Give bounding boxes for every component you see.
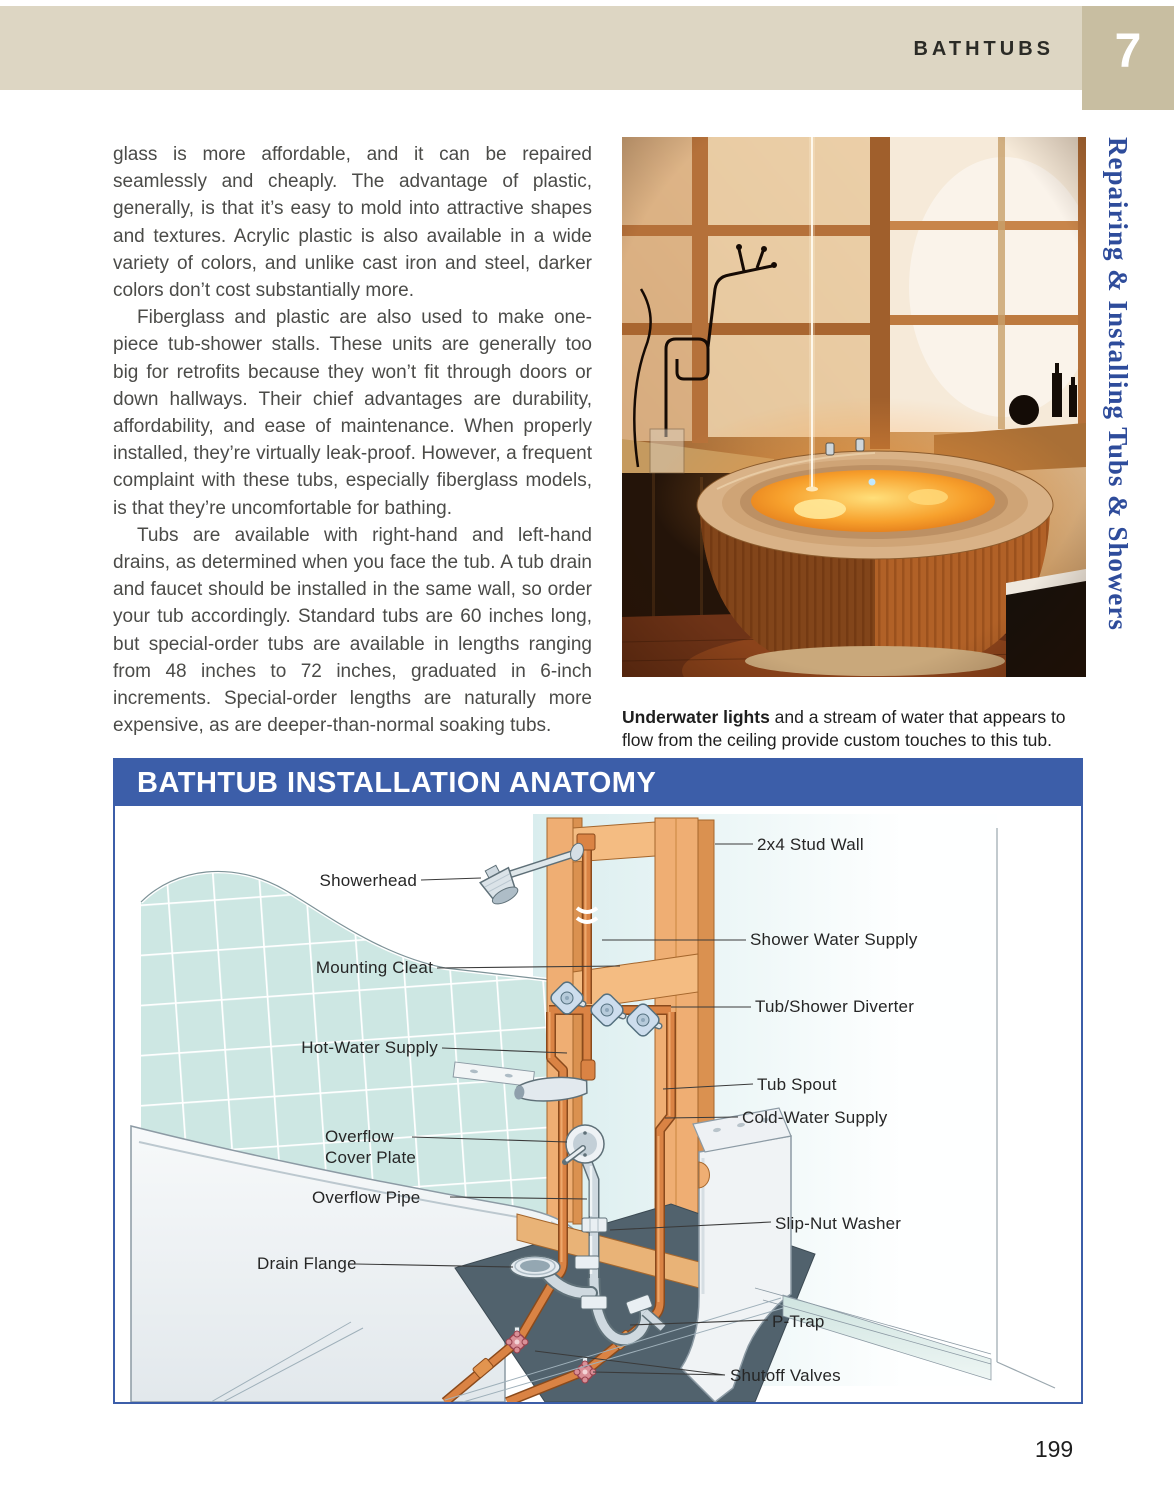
label-showerhead: Showerhead <box>319 871 417 890</box>
label-shutoff-valves: Shutoff Valves <box>730 1366 841 1385</box>
paragraph: glass is more affordable, and it can be repaired seamlessly and cheaply. The advantage of plastic, generally, is that it’s easy to mold into attractive shapes and textures. Acrylic plastic is also available in a wide variety of colors, and unlike cast iron and steel, darker colors don’t cost substantially more. <box>113 144 592 302</box>
page-number: 199 <box>1034 1436 1074 1462</box>
section-label: BATHTUBS <box>913 38 1054 60</box>
label-stud-wall: 2x4 Stud Wall <box>757 835 864 854</box>
diagram-title-bar <box>115 760 1081 806</box>
label-p-trap: P-Trap <box>772 1312 825 1331</box>
diagram-body <box>115 806 1081 1402</box>
caption-rest: and a stream of water that appears to flow from the ceiling provide custom touches to this tub. <box>622 706 1066 750</box>
label-tub-spout: Tub Spout <box>757 1075 837 1094</box>
chapter-title-vertical: Repairing & Installing Tubs & Showers <box>1103 137 1133 631</box>
slip-nut-part <box>582 1218 607 1232</box>
anatomy-diagram <box>113 758 1083 1404</box>
tub-photo-illustration <box>622 137 1086 677</box>
label-mounting-cleat: Mounting Cleat <box>315 958 433 977</box>
photo-vignette <box>622 137 1086 677</box>
chapter-number: 7 <box>1114 25 1142 78</box>
photo-caption <box>622 706 1088 752</box>
label-overflow-cover-plate: Overflow Cover Plate <box>325 1127 417 1167</box>
tub-photo <box>622 137 1086 677</box>
article-text-column <box>113 141 592 739</box>
paragraph: Fiberglass and plastic are also used to make one-piece tub-shower stalls. These units are generally too big for retrofits because they won’t fit through doors or down hallways. Their chief advantages are durability, affordability, and ease of maintenance. When properly installed, they’re virtually leak-proof. However, a frequent complaint with these tubs, especially fiberglass models, is that they’re uncomfortable for bathing. <box>113 307 592 519</box>
label-shower-water-supply: Shower Water Supply <box>750 930 918 949</box>
installation-illustration <box>115 806 1081 1402</box>
caption-lead: Underwater lights <box>622 706 770 727</box>
label-drain-flange: Drain Flange <box>257 1254 357 1273</box>
label-hot-water-supply: Hot-Water Supply <box>301 1038 438 1057</box>
paragraph: Tubs are available with right-hand and left-hand drains, as determined when you face the tub. A tub drain and faucet should be installed in the same wall, so order your tub accordingly. Standard tubs are 60 inches long, but special-order tubs are available in lengths ranging from 48 inches to 72 inches, graduated in 6-inch increments. Special-order lengths are naturally more expensive, as are deeper-than-normal soaking tubs. <box>113 524 592 737</box>
diagram-title: BATHTUB INSTALLATION ANATOMY <box>137 767 657 799</box>
label-slip-nut-washer: Slip-Nut Washer <box>775 1214 902 1233</box>
label-cold-water-supply: Cold-Water Supply <box>742 1108 888 1127</box>
label-tub-shower-diverter: Tub/Shower Diverter <box>755 997 915 1016</box>
label-overflow-pipe: Overflow Pipe <box>312 1188 421 1207</box>
